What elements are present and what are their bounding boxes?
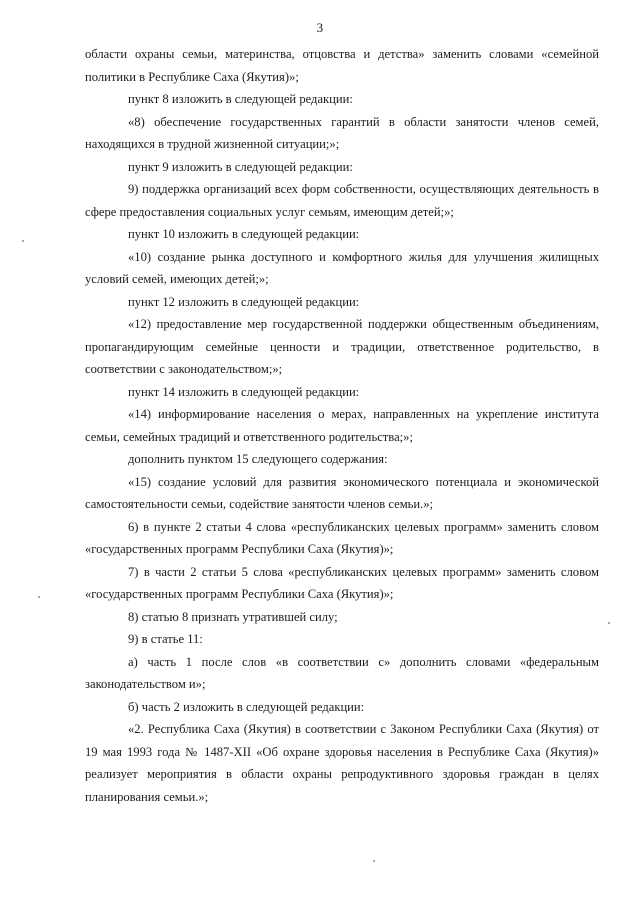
paragraph-line: «12) предоставление мер государственной поддержки общественным	[128, 317, 514, 331]
paragraph	[85, 448, 599, 471]
paragraph-line: 9) в статье 11:	[128, 632, 203, 646]
paragraph-line: пункт 8 изложить в следующей редакции:	[128, 92, 353, 106]
paragraph	[85, 43, 599, 88]
paragraph-line: «8) обеспечение государственных гарантий в области занятости членов семей,	[128, 114, 599, 129]
paragraph	[85, 111, 599, 156]
paragraph-line: «10) создание рынка доступного и комфортного жилья для улучшения жилищных	[128, 249, 599, 264]
paragraph	[85, 246, 599, 291]
paragraph	[85, 718, 599, 808]
paragraph	[85, 313, 599, 381]
paragraph	[85, 651, 599, 696]
paragraph-line: родительство, в соответствии с законодательством;»;	[85, 339, 599, 376]
paragraph	[85, 471, 599, 516]
paragraph-line: пункт 12 изложить в следующей редакции:	[128, 294, 360, 309]
paragraph-line: а) часть 1 после слов «в соответствии с» дополнить словами «федеральным	[128, 654, 599, 669]
paragraph-line: дополнить пунктом 15 следующего содержания:	[128, 452, 388, 466]
paragraph-line: 8) статью 8 признать утратившей силу;	[128, 609, 338, 624]
paragraph-line: находящихся в трудной жизненной ситуации;»;	[85, 137, 340, 151]
document-body	[85, 43, 599, 808]
paragraph	[85, 223, 599, 246]
paragraph	[85, 88, 599, 111]
paragraph	[85, 561, 599, 606]
scan-speck	[608, 622, 610, 624]
paragraph-line: б) часть 2 изложить в следующей редакции:	[128, 699, 365, 714]
scan-speck	[38, 596, 40, 598]
paragraph-line: «2. Республика Саха (Якутия) в соответствии с Законом Республики Саха (Якутия)	[128, 722, 584, 736]
paragraph	[85, 516, 599, 561]
paragraph-line: объединениям, пропагандирующим семейные ценности и традиции, ответственное	[85, 317, 599, 354]
paragraph-line: целях планирования семьи.»;	[85, 767, 599, 804]
paragraph-line: пункт 10 изложить в следующей редакции:	[128, 227, 360, 241]
paragraph	[85, 381, 599, 404]
paragraph-line: деятельность в сфере предоставления социальных услуг семьям, имеющим детей;»;	[85, 182, 599, 219]
paragraph-line: «14) информирование населения о мерах, направленных на укрепление института	[128, 407, 599, 421]
page-number: 3	[316, 20, 324, 35]
paragraph	[85, 606, 599, 629]
paragraph-line: словом «государственных программ Республики Саха (Якутия)»;	[85, 519, 599, 556]
scan-speck	[373, 860, 375, 862]
paragraph-line: (Якутия)» реализует мероприятия в области охраны репродуктивного здоровья граждан в	[85, 744, 599, 781]
paragraph-line: пункт 9 изложить в следующей редакции:	[128, 159, 353, 174]
paragraph-line: условий семей, имеющих детей;»;	[85, 272, 269, 286]
paragraph	[85, 291, 599, 314]
paragraph-line: 7) в части 2 статьи 5 слова «республиканских целевых программ» заменить словом	[128, 564, 599, 579]
paragraph-line: самостоятельности семьи, содействие занятости членов семьи.»;	[85, 497, 434, 511]
scan-speck	[22, 240, 24, 242]
paragraph	[85, 178, 599, 223]
paragraph-line: 9) поддержка организаций всех форм собственности, осуществляющих	[128, 182, 515, 196]
paragraph-line: законодательством и»;	[85, 677, 206, 691]
paragraph	[85, 403, 599, 448]
paragraph	[85, 628, 599, 651]
paragraph-line: «15) создание условий для развития экономического потенциала и экономической	[128, 474, 599, 489]
paragraph-line: 6) в пункте 2 статьи 4 слова «республиканских целевых программ» заменить	[128, 519, 557, 534]
paragraph-line: семьи, семейных традиций и ответственного родительства;»;	[85, 429, 413, 444]
paragraph-line: «государственных программ Республики Саха (Якутия)»;	[85, 587, 394, 601]
paragraph-line: от 19 мая 1993 года № 1487-XII «Об охране здоровья населения в Республике Саха	[85, 722, 600, 759]
paragraph-line: пункт 14 изложить в следующей редакции:	[128, 384, 360, 399]
paragraph	[85, 156, 599, 179]
paragraph-line: политики в Республике Саха (Якутия)»;	[85, 69, 299, 84]
paragraph	[85, 696, 599, 719]
paragraph-line: области охраны семьи, материнства, отцовства и детства» заменить словами «семейной	[85, 47, 599, 61]
